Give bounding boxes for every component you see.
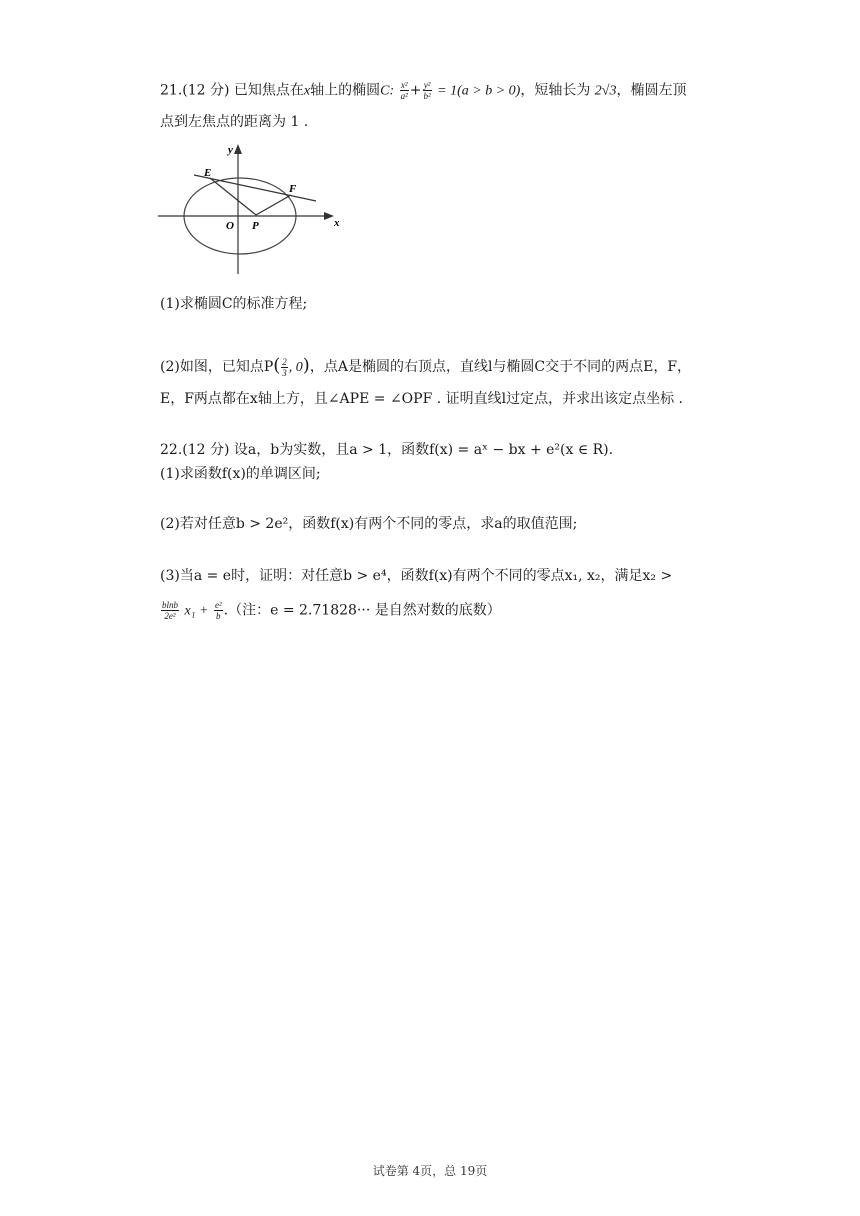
q22-frac2-den: b [216,611,221,621]
label-f: F [289,183,297,195]
q21-part2-a: (2)如图，已知点P [160,359,274,375]
q21-curve-name: C: [380,83,395,99]
q22-frac1-num: blnb [162,600,179,610]
q21-line2: 点到左焦点的距离为 1 . [160,114,309,130]
q21-eq-tail: = 1(a > b > 0) [437,83,521,99]
q21-x-var: x [303,83,311,99]
q22-x1: x₁ + [184,603,209,619]
label-e: E [204,167,212,179]
q22-part3-line2 [160,600,501,622]
q21-part2-b: ，点A是椭圆的右顶点，直线l与椭圆C交于不同的两点E，F， [309,359,692,375]
x-axis-arrow [324,212,334,220]
q21-short-axis-text: ，短轴长为 [520,82,591,99]
q22-part2: (2)若对任意b > 2e²，函数f(x)有两个不同的零点，求a的取值范围; [160,516,578,532]
q21-part1: (1)求椭圆C的标准方程; [160,296,308,312]
segment-pf [256,195,291,215]
q22-frac2-num: e² [214,600,222,610]
q21-part2-point-frac [281,357,288,378]
label-x: x [334,217,340,229]
q21-frac1-num: x² [400,80,408,90]
q21-tail: ，椭圆左顶 [616,82,687,99]
q21-frac2 [423,80,432,101]
page-footer: 试卷第 4页，总 19页 [372,1164,488,1178]
q22-frac1 [161,600,179,621]
q21-plus: + [409,82,422,99]
y-axis-arrow [234,144,242,154]
q21-frac1 [400,80,409,101]
label-y: y [228,144,233,156]
q21-axis-text: 轴上的椭圆 [310,82,381,99]
q22-frac2 [214,600,223,621]
q22-part1: (1)求函数f(x)的单调区间; [160,466,321,482]
q21-part2-line2: E，F两点都在x轴上方，且∠APE = ∠OPF . 证明直线l过定点，并求出该定点坐标 . [160,391,684,407]
label-o: O [226,220,234,232]
q22-part3-line1: (3)当a = e时，证明：对任意b > e⁴，函数f(x)有两个不同的零点x₁, x₂，满足x₂ > [160,568,673,584]
q21-frac2-den: b² [423,91,431,101]
q21-part2-line1: (2)如图，已知点P( $\frac{2}{3}$ , 0)，点A是椭圆的右顶点，直线l与椭圆C交于不同的两点E，F， [160,355,692,378]
q21-line1 [160,80,686,102]
q21-frac2-num: y² [423,80,431,90]
q22-part3-tail: .（注：e = 2.71828··· 是自然对数的底数） [223,602,501,619]
q21-short-axis-value: 2√3 [594,83,617,99]
q22-frac1-den: 2e² [164,611,176,621]
label-p: P [252,220,259,232]
q22-header: 22.(12 分) 设a，b为实数，且a > 1，函数f(x) = aˣ − bx + e²(x ∈ R). [160,442,614,458]
ellipse-figure [158,140,348,276]
q21-part2-den: 3 [282,367,287,378]
q21-header: 21.(12 分) 已知焦点在 [160,82,304,99]
q21-part2-point-tail: , 0 [288,360,303,375]
q21-part2-num: 2 [282,356,287,367]
q21-frac1-den: a² [400,91,408,101]
ellipse-diagram [158,140,348,276]
